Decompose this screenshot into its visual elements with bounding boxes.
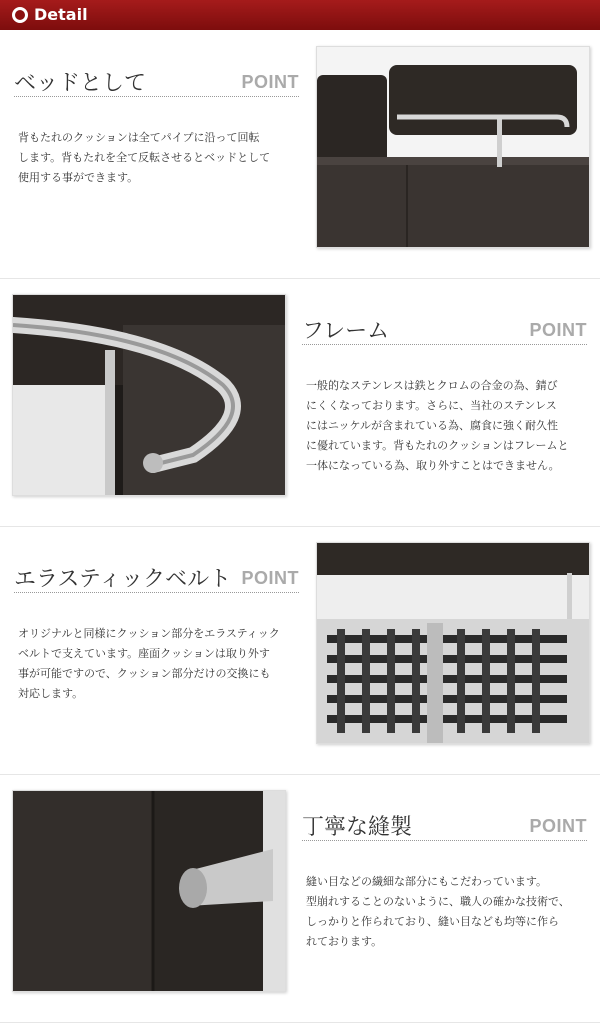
section-heading: 丁寧な縫製 (302, 815, 413, 840)
stitching-photo (12, 790, 286, 992)
point-label: POINT (529, 320, 587, 340)
section-description (306, 872, 587, 952)
dotted-divider (14, 592, 299, 593)
dotted-divider (14, 96, 299, 97)
description-line: ベルトで支えています。座面クッションは取り外す (18, 647, 270, 660)
description-line: にくくなっております。さらに、当社のステンレス (306, 399, 557, 412)
description-line: 型崩れすることのないように、職人の確かな技術で、 (306, 895, 570, 908)
circle-icon (12, 7, 28, 23)
section-description (18, 624, 299, 704)
point-label: POINT (241, 72, 299, 92)
section-text (302, 774, 587, 1022)
detail-section-bed (0, 30, 600, 279)
header-title: Detail (34, 5, 88, 24)
dotted-divider (302, 840, 587, 841)
detail-section-frame (0, 278, 600, 527)
section-description (18, 128, 299, 188)
point-label: POINT (529, 816, 587, 836)
section-text (14, 526, 299, 774)
description-line: に優れています。背もたれのクッションはフレームと (306, 439, 569, 452)
description-line: 縫い目などの繊細な部分にもこだわっています。 (306, 875, 548, 888)
section-text (302, 278, 587, 526)
description-line: 使用する事ができます。 (18, 171, 139, 184)
elastic-belt-photo (316, 542, 590, 744)
section-heading: エラスティックベルト (14, 567, 232, 592)
description-line: にはニッケルが含まれている為、腐食に強く耐久性 (306, 419, 559, 432)
section-text (14, 30, 299, 278)
description-line: 一体になっている為、取り外すことはできません。 (306, 459, 560, 472)
point-label: POINT (241, 568, 299, 588)
description-line: します。背もたれを全て反転させるとベッドとして (18, 151, 271, 164)
detail-header (0, 0, 600, 30)
sofa-bed-photo (316, 46, 590, 248)
description-line: 事が可能ですので、クッション部分だけの交換にも (18, 667, 271, 680)
description-line: 背もたれのクッションは全てパイプに沿って回転 (18, 131, 260, 144)
section-description (306, 376, 587, 476)
section-heading: ベッドとして (14, 71, 147, 96)
description-line: しっかりと作られており、縫い目なども均等に作ら (306, 915, 559, 928)
frame-photo (12, 294, 286, 496)
description-line: 一般的なステンレスは鉄とクロムの合金の為、錆び (306, 379, 558, 392)
description-line: 対応します。 (18, 687, 84, 700)
section-heading: フレーム (302, 319, 390, 344)
detail-section-elastic-belt (0, 526, 600, 775)
description-line: オリジナルと同様にクッション部分をエラスティック (18, 627, 280, 640)
detail-section-stitching (0, 774, 600, 1023)
description-line: れております。 (306, 935, 383, 948)
dotted-divider (302, 344, 587, 345)
